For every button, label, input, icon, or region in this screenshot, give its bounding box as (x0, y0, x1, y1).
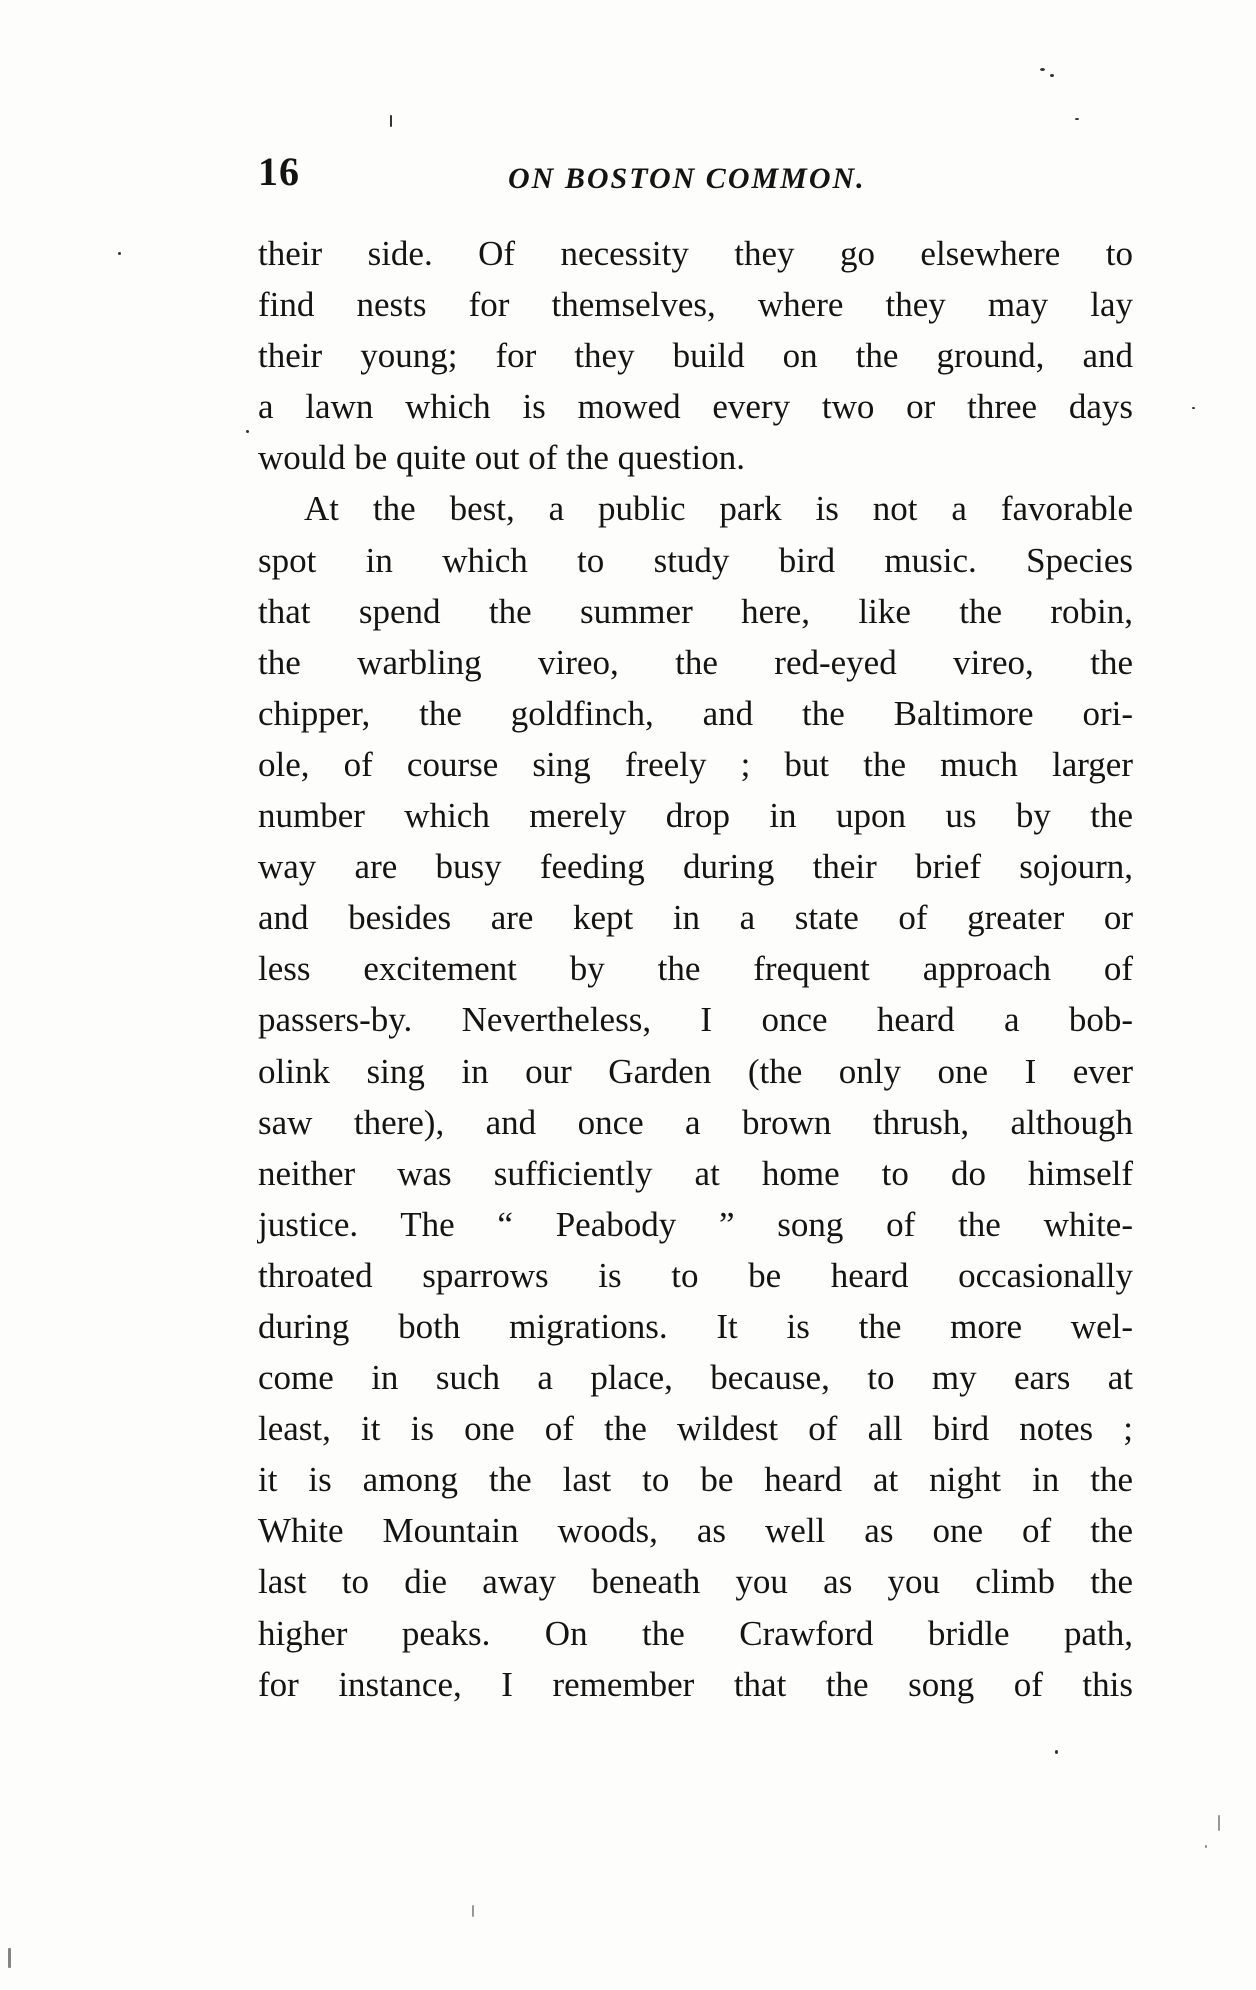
scan-speck (1192, 407, 1195, 409)
scan-speck (390, 115, 392, 127)
scan-speck (1075, 118, 1079, 120)
scan-speck (8, 1948, 11, 1968)
text-line: throated sparrows is to be heard occasionally (258, 1255, 1133, 1295)
text-line: passers-by. Nevertheless, I once heard a bob- (258, 1000, 1133, 1040)
scan-speck (472, 1905, 474, 1917)
text-line: during both migrations. It is the more wel- (258, 1306, 1133, 1346)
running-title: ON BOSTON COMMON. (508, 162, 866, 195)
text-line: less excitement by the frequent approach of (258, 949, 1133, 989)
scan-speck (1050, 74, 1054, 77)
text-line: number which merely drop in upon us by the (258, 796, 1133, 836)
page-header (258, 148, 1128, 198)
scan-speck (1040, 68, 1045, 71)
text-line: chipper, the goldfinch, and the Baltimore ori- (258, 693, 1133, 733)
paragraph-start-line: At the best, a public park is not a favorable (304, 489, 1133, 529)
text-line: spot in which to study bird music. Species (258, 540, 1133, 580)
scan-speck (118, 252, 121, 255)
text-line: it is among the last to be heard at night in the (258, 1460, 1133, 1500)
text-line: higher peaks. On the Crawford bridle path, (258, 1613, 1133, 1653)
scan-speck (1218, 1815, 1220, 1831)
text-line: for instance, I remember that the song of this (258, 1664, 1133, 1704)
text-line: find nests for themselves, where they may lay (258, 285, 1133, 325)
text-line: and besides are kept in a state of greater or (258, 898, 1133, 938)
text-line: the warbling vireo, the red-eyed vireo, the (258, 642, 1133, 682)
text-line: way are busy feeding during their brief sojourn, (258, 847, 1133, 887)
text-line: saw there), and once a brown thrush, although (258, 1102, 1133, 1142)
text-line: neither was sufficiently at home to do himself (258, 1153, 1133, 1193)
text-line: least, it is one of the wildest of all bird notes ; (258, 1409, 1133, 1449)
page-number: 16 (258, 149, 300, 194)
text-line: last to die away beneath you as you climb the (258, 1562, 1133, 1602)
scan-speck (246, 430, 249, 433)
text-line: White Mountain woods, as well as one of the (258, 1511, 1133, 1551)
text-line: justice. The “ Peabody ” song of the white- (258, 1204, 1133, 1244)
text-line: would be quite out of the question. (258, 438, 746, 478)
text-line: olink sing in our Garden (the only one I ever (258, 1051, 1133, 1091)
text-line: that spend the summer here, like the robin, (258, 591, 1133, 631)
text-line: a lawn which is mowed every two or three days (258, 387, 1133, 427)
text-line: come in such a place, because, to my ears at (258, 1358, 1133, 1398)
body-text (258, 228, 1133, 1710)
text-line: ole, of course sing freely ; but the much larger (258, 744, 1133, 784)
scan-speck (1205, 1845, 1207, 1848)
text-line: their side. Of necessity they go elsewhere to (258, 234, 1133, 273)
scan-speck (1055, 1750, 1058, 1754)
text-line: their young; for they build on the ground, and (258, 336, 1133, 376)
